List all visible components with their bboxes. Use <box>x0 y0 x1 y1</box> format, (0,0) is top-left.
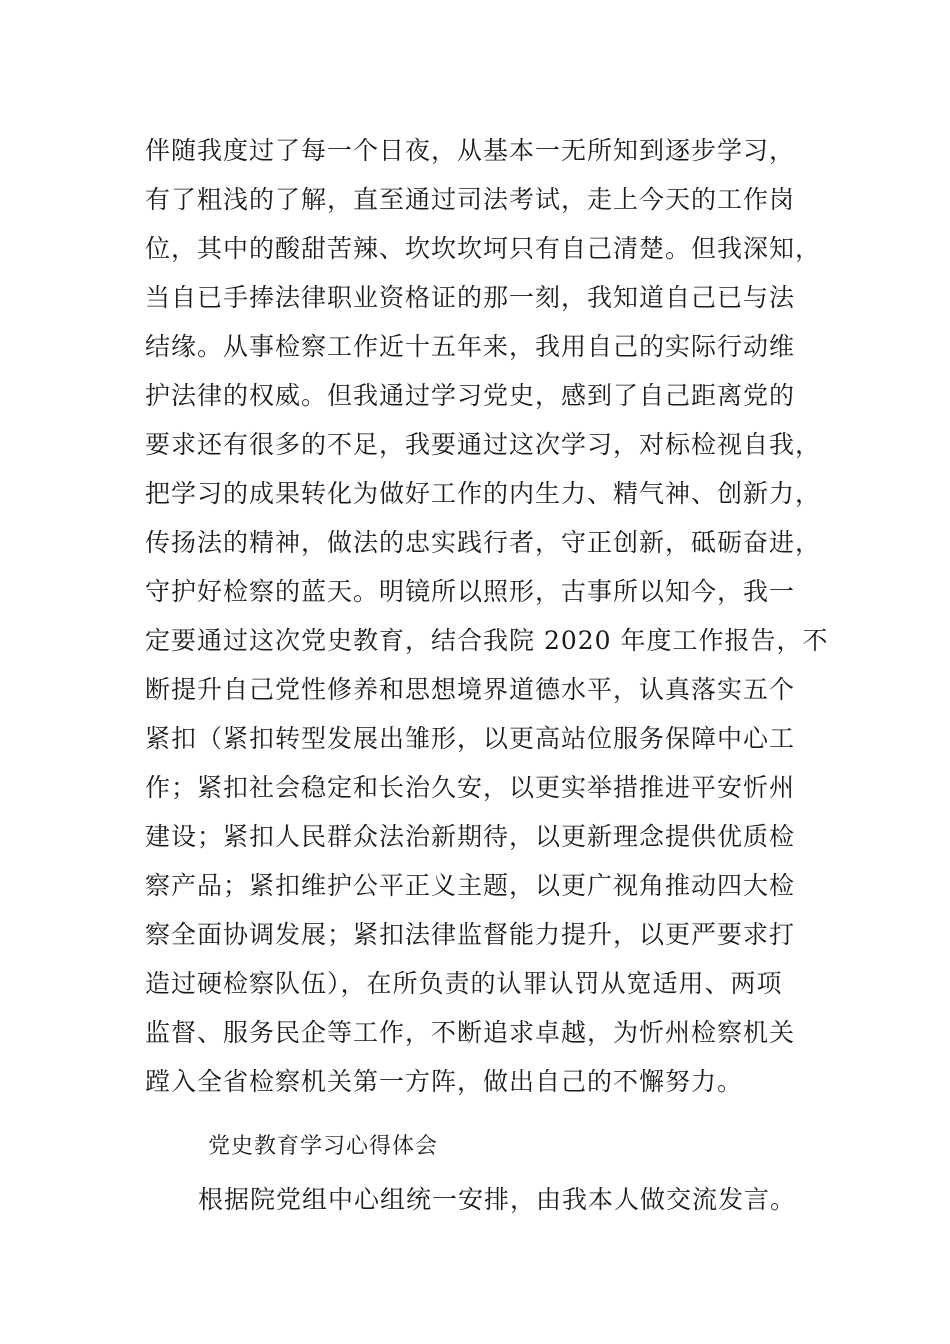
body-line: 把学习的成果转化为做好工作的内生力、精气神、创新力， <box>145 479 822 508</box>
body-line: 断提升自己党性修养和思想境界道德水平，认真落实五个 <box>145 675 796 704</box>
body-line: 结缘。从事检察工作近十五年来，我用自己的实际行动维 <box>145 332 796 361</box>
body-line: 监督、服务民企等工作，不断追求卓越，为忻州检察机关 <box>145 1018 796 1047</box>
body-line: 护法律的权威。但我通过学习党史，感到了自己距离党的 <box>145 381 796 410</box>
opening-paragraph: 根据院党组中心组统一安排，由我本人做交流发言。 <box>198 1185 797 1214</box>
body-line: 守护好检察的蓝天。明镜所以照形，古事所以知今，我一 <box>145 577 796 606</box>
body-line: 要求还有很多的不足，我要通过这次学习，对标检视自我， <box>145 430 822 459</box>
body-line: 传扬法的精神，做法的忠实践行者，守正创新，砥砺奋进， <box>145 528 822 557</box>
body-line: 建设；紧扣人民群众法治新期待，以更新理念提供优质检 <box>145 822 796 851</box>
body-line: 蹚入全省检察机关第一方阵，做出自己的不懈努力。 <box>145 1067 744 1096</box>
body-line: 伴随我度过了每一个日夜，从基本一无所知到逐步学习， <box>145 136 796 165</box>
body-line: 当自已手捧法律职业资格证的那一刻，我知道自己已与法 <box>145 283 796 312</box>
body-line: 位，其中的酸甜苦辣、坎坎坎坷只有自己清楚。但我深知， <box>145 234 822 263</box>
body-line: 作；紧扣社会稳定和长治久安，以更实举措推进平安忻州 <box>145 773 796 802</box>
body-line: 有了粗浅的了解，直至通过司法考试，走上今天的工作岗 <box>145 185 796 214</box>
body-line: 察全面协调发展；紧扣法律监督能力提升，以更严要求打 <box>145 920 796 949</box>
body-line: 察产品；紧扣维护公平正义主题，以更广视角推动四大检 <box>145 871 796 900</box>
body-line: 定要通过这次党史教育，结合我院 2020 年度工作报告，不 <box>145 626 829 655</box>
body-line: 紧扣（紧扣转型发展出雏形，以更高站位服务保障中心工 <box>145 724 796 753</box>
body-line: 造过硬检察队伍），在所负责的认罪认罚从宽适用、两项 <box>145 969 783 998</box>
section-title: 党史教育学习心得体会 <box>208 1134 439 1159</box>
